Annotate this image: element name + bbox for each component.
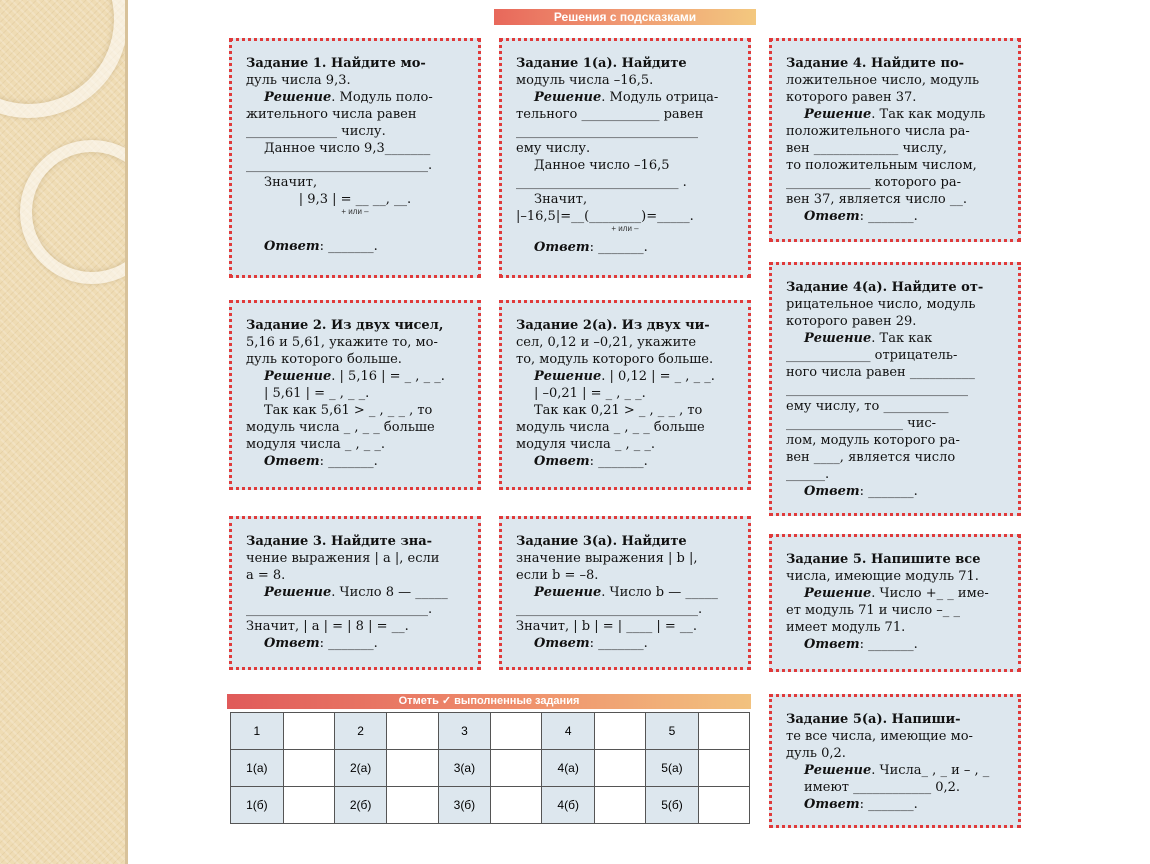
- task-number-cell: 3: [438, 713, 491, 750]
- answer-label: Ответ: [264, 239, 320, 254]
- solution-line: [786, 762, 1004, 779]
- task-text: те все числа, имеющие мо-: [786, 729, 973, 744]
- task-text: Значит, | b | = | ____ | = __.: [516, 619, 698, 634]
- task-number-cell: 1(б): [231, 787, 284, 824]
- task-text: __________________ чис-: [786, 416, 937, 431]
- task-text: Значит,: [264, 175, 318, 190]
- task-text: жительного числа равен: [246, 107, 417, 122]
- task-text: ет модуль 71 и число –_ _: [786, 603, 960, 618]
- solution-text: . Число +_ _ име-: [871, 586, 989, 601]
- solution-label: Решение: [804, 107, 872, 122]
- answer-line: [786, 796, 1004, 813]
- progress-table-header: Отметь ✓ выполненные задания: [227, 694, 751, 709]
- task-text: значение выражения | b |,: [516, 551, 698, 566]
- task-text: Значит, | a | = | 8 | = __.: [246, 619, 409, 634]
- task-text: модуля числа _ , _ _.: [516, 437, 656, 452]
- table-row: [231, 713, 750, 750]
- solution-line: [786, 585, 1004, 602]
- task-text: | 5,61 | = _ , _ _.: [264, 386, 370, 401]
- answer-blank: : _______.: [319, 239, 378, 254]
- task-title: Задание 5(а). Напиши-: [786, 712, 961, 727]
- task-number-cell: 1(а): [231, 750, 284, 787]
- task-number-cell: 3(б): [438, 787, 491, 824]
- checkmark-cell[interactable]: [491, 750, 542, 787]
- solution-label: Решение: [804, 331, 872, 346]
- answer-label: Ответ: [264, 636, 320, 651]
- answer-line: [786, 636, 1004, 653]
- answer-line: [516, 453, 734, 470]
- answer-label: Ответ: [804, 797, 860, 812]
- checkmark-cell[interactable]: [283, 787, 334, 824]
- task-title: Задание 1. Найдите мо-: [246, 56, 426, 71]
- task-text: | 9,3 | = __ __, __.: [298, 192, 412, 207]
- task-text: лом, модуль которого ра-: [786, 433, 960, 448]
- decorative-sidebar: [0, 0, 128, 864]
- task-card-5: [769, 534, 1021, 672]
- checkmark-cell[interactable]: [698, 750, 749, 787]
- task-text: модуль числа –16,5.: [516, 73, 654, 88]
- section-header: Решения с подсказками: [494, 9, 756, 25]
- task-number-cell: 4(а): [542, 750, 595, 787]
- solution-label: Решение: [534, 585, 602, 600]
- answer-line: [246, 238, 464, 255]
- task-text: ____________________________: [786, 382, 968, 397]
- solution-text: . Так как: [871, 331, 933, 346]
- task-number-cell: 1: [231, 713, 284, 750]
- task-number-cell: 5(а): [646, 750, 699, 787]
- answer-label: Ответ: [804, 209, 860, 224]
- solution-text: . Число 8 — _____: [331, 585, 448, 600]
- solution-label: Решение: [264, 369, 332, 384]
- answer-line: [786, 483, 1004, 500]
- solution-label: Решение: [534, 369, 602, 384]
- task-title: Задание 2(а). Из двух чи-: [516, 318, 710, 333]
- solution-text: . Числа_ , _ и – , _: [871, 763, 990, 778]
- task-number-cell: 5: [646, 713, 699, 750]
- task-text: то, модуль которого больше.: [516, 352, 714, 367]
- hint-note: + или –: [611, 224, 639, 233]
- solution-label: Решение: [264, 90, 332, 105]
- task-text: ____________________________.: [246, 158, 433, 173]
- task-text: модуль числа _ , _ _ больше: [516, 420, 705, 435]
- answer-label: Ответ: [534, 454, 590, 469]
- solution-text: . Модуль поло-: [331, 90, 433, 105]
- task-text: вен _____________ числу,: [786, 141, 948, 156]
- solution-label: Решение: [804, 763, 872, 778]
- task-text: вен 37, является число __.: [786, 192, 967, 207]
- answer-blank: : _______.: [319, 454, 378, 469]
- answer-blank: : _______.: [589, 636, 648, 651]
- task-text: ______.: [786, 467, 830, 482]
- table-row: [231, 787, 750, 824]
- task-text: Значит,: [534, 192, 588, 207]
- task-title: Задание 2. Из двух чисел,: [246, 318, 444, 333]
- task-text: 5,16 и 5,61, укажите то, мо-: [246, 335, 438, 350]
- checkmark-cell[interactable]: [698, 713, 749, 750]
- task-text: которого равен 29.: [786, 314, 917, 329]
- checkmark-cell[interactable]: [387, 787, 438, 824]
- task-number-cell: 4: [542, 713, 595, 750]
- answer-blank: : _______.: [859, 484, 918, 499]
- task-text: ложительное число, модуль: [786, 73, 980, 88]
- solution-text: . | 0,12 | = _ , _ _.: [601, 369, 715, 384]
- checkmark-cell[interactable]: [491, 787, 542, 824]
- sidebar-edge: [125, 0, 128, 864]
- task-text: Так как 5,61 > _ , _ _ , то: [264, 403, 433, 418]
- task-text: Данное число –16,5: [534, 158, 670, 173]
- task-text: _____________ которого ра-: [786, 175, 961, 190]
- solution-line: [246, 368, 464, 385]
- solution-line: [516, 368, 734, 385]
- task-number-cell: 5(б): [646, 787, 699, 824]
- task-card-2a: [499, 300, 751, 490]
- checkmark-cell[interactable]: [387, 713, 438, 750]
- answer-line: [516, 239, 734, 256]
- task-text: рицательное число, модуль: [786, 297, 976, 312]
- task-text: ему числу, то __________: [786, 399, 949, 414]
- solution-label: Решение: [534, 90, 602, 105]
- task-title: Задание 5. Напишите все: [786, 552, 981, 567]
- solution-line: [246, 584, 464, 601]
- answer-blank: : _______.: [589, 240, 648, 255]
- task-text: если b = –8.: [516, 568, 599, 583]
- task-text: модуль числа _ , _ _ больше: [246, 420, 435, 435]
- answer-blank: : _______.: [589, 454, 648, 469]
- task-text: дуль числа 9,3.: [246, 73, 351, 88]
- solution-text: . | 5,16 | = _ , _ _.: [331, 369, 445, 384]
- task-card-1a: [499, 38, 751, 278]
- solution-label: Решение: [264, 585, 332, 600]
- checkmark-cell[interactable]: [283, 713, 334, 750]
- task-text: положительного числа ра-: [786, 124, 970, 139]
- task-text: числа, имеющие модуль 71.: [786, 569, 979, 584]
- answer-blank: : _______.: [859, 637, 918, 652]
- answer-label: Ответ: [804, 637, 860, 652]
- task-text: дуль которого больше.: [246, 352, 402, 367]
- checkmark-cell[interactable]: [283, 750, 334, 787]
- solution-line: [246, 89, 464, 106]
- task-text: тельного ____________ равен: [516, 107, 704, 122]
- answer-label: Ответ: [264, 454, 320, 469]
- task-text: ему числу.: [516, 141, 591, 156]
- task-text: _____________ отрицатель-: [786, 348, 958, 363]
- answer-label: Ответ: [804, 484, 860, 499]
- task-title: Задание 4(а). Найдите от-: [786, 280, 984, 295]
- task-text: ____________________________.: [516, 602, 703, 617]
- answer-blank: : _______.: [319, 636, 378, 651]
- task-card-3a: [499, 516, 751, 670]
- task-card-1: [229, 38, 481, 278]
- task-text: ____________________________.: [246, 602, 433, 617]
- solution-text: . Так как модуль: [871, 107, 986, 122]
- task-card-3: [229, 516, 481, 670]
- task-text: ____________________________: [516, 124, 698, 139]
- task-number-cell: 4(б): [542, 787, 595, 824]
- task-number-cell: 3(а): [438, 750, 491, 787]
- task-card-4a: [769, 262, 1021, 516]
- task-text: |–16,5|=__(________)=_____.: [516, 209, 694, 224]
- checkmark-cell[interactable]: [491, 713, 542, 750]
- answer-label: Ответ: [534, 240, 590, 255]
- task-card-2: [229, 300, 481, 490]
- answer-line: [246, 453, 464, 470]
- task-text: модуля числа _ , _ _.: [246, 437, 386, 452]
- task-title: Задание 1(а). Найдите: [516, 56, 687, 71]
- task-text: ного числа равен __________: [786, 365, 975, 380]
- task-text: Данное число 9,3_______: [264, 141, 431, 156]
- checkmark-cell[interactable]: [698, 787, 749, 824]
- task-text: дуль 0,2.: [786, 746, 846, 761]
- answer-line: [246, 635, 464, 652]
- answer-line: [516, 635, 734, 652]
- task-text: которого равен 37.: [786, 90, 917, 105]
- hint-note: + или –: [341, 207, 369, 216]
- answer-blank: : _______.: [859, 797, 918, 812]
- task-text: _________________________ .: [516, 175, 687, 190]
- task-text: вен ____, является число: [786, 450, 956, 465]
- checkmark-cell[interactable]: [595, 713, 646, 750]
- decorative-ring: [20, 140, 128, 284]
- task-text: имеют ____________ 0,2.: [804, 780, 961, 795]
- checkmark-cell[interactable]: [595, 750, 646, 787]
- task-text: Так как 0,21 > _ , _ _ , то: [534, 403, 703, 418]
- solution-line: [786, 330, 1004, 347]
- solution-text: . Модуль отрица-: [601, 90, 719, 105]
- solution-label: Решение: [804, 586, 872, 601]
- task-card-4: [769, 38, 1021, 242]
- answer-label: Ответ: [534, 636, 590, 651]
- task-number-cell: 2(б): [334, 787, 387, 824]
- task-number-cell: 2: [334, 713, 387, 750]
- answer-blank: : _______.: [859, 209, 918, 224]
- task-card-5a: [769, 694, 1021, 828]
- checkmark-cell[interactable]: [387, 750, 438, 787]
- solution-text: . Число b — _____: [601, 585, 718, 600]
- task-title: Задание 3(а). Найдите: [516, 534, 687, 549]
- solution-line: [786, 106, 1004, 123]
- task-text: сел, 0,12 и –0,21, укажите: [516, 335, 697, 350]
- solution-line: [516, 584, 734, 601]
- progress-table: [230, 712, 750, 824]
- task-text: ______________ числу.: [246, 124, 386, 139]
- task-text: чение выражения | a |, если: [246, 551, 440, 566]
- task-title: Задание 4. Найдите по-: [786, 56, 965, 71]
- table-row: [231, 750, 750, 787]
- decorative-ring: [0, 0, 128, 118]
- task-text: имеет модуль 71.: [786, 620, 906, 635]
- task-number-cell: 2(а): [334, 750, 387, 787]
- task-text: a = 8.: [246, 568, 286, 583]
- solution-line: [516, 89, 734, 106]
- task-text: | –0,21 | = _ , _ _.: [534, 386, 646, 401]
- task-title: Задание 3. Найдите зна-: [246, 534, 433, 549]
- checkmark-cell[interactable]: [595, 787, 646, 824]
- answer-line: [786, 208, 1004, 225]
- task-text: то положительным числом,: [786, 158, 977, 173]
